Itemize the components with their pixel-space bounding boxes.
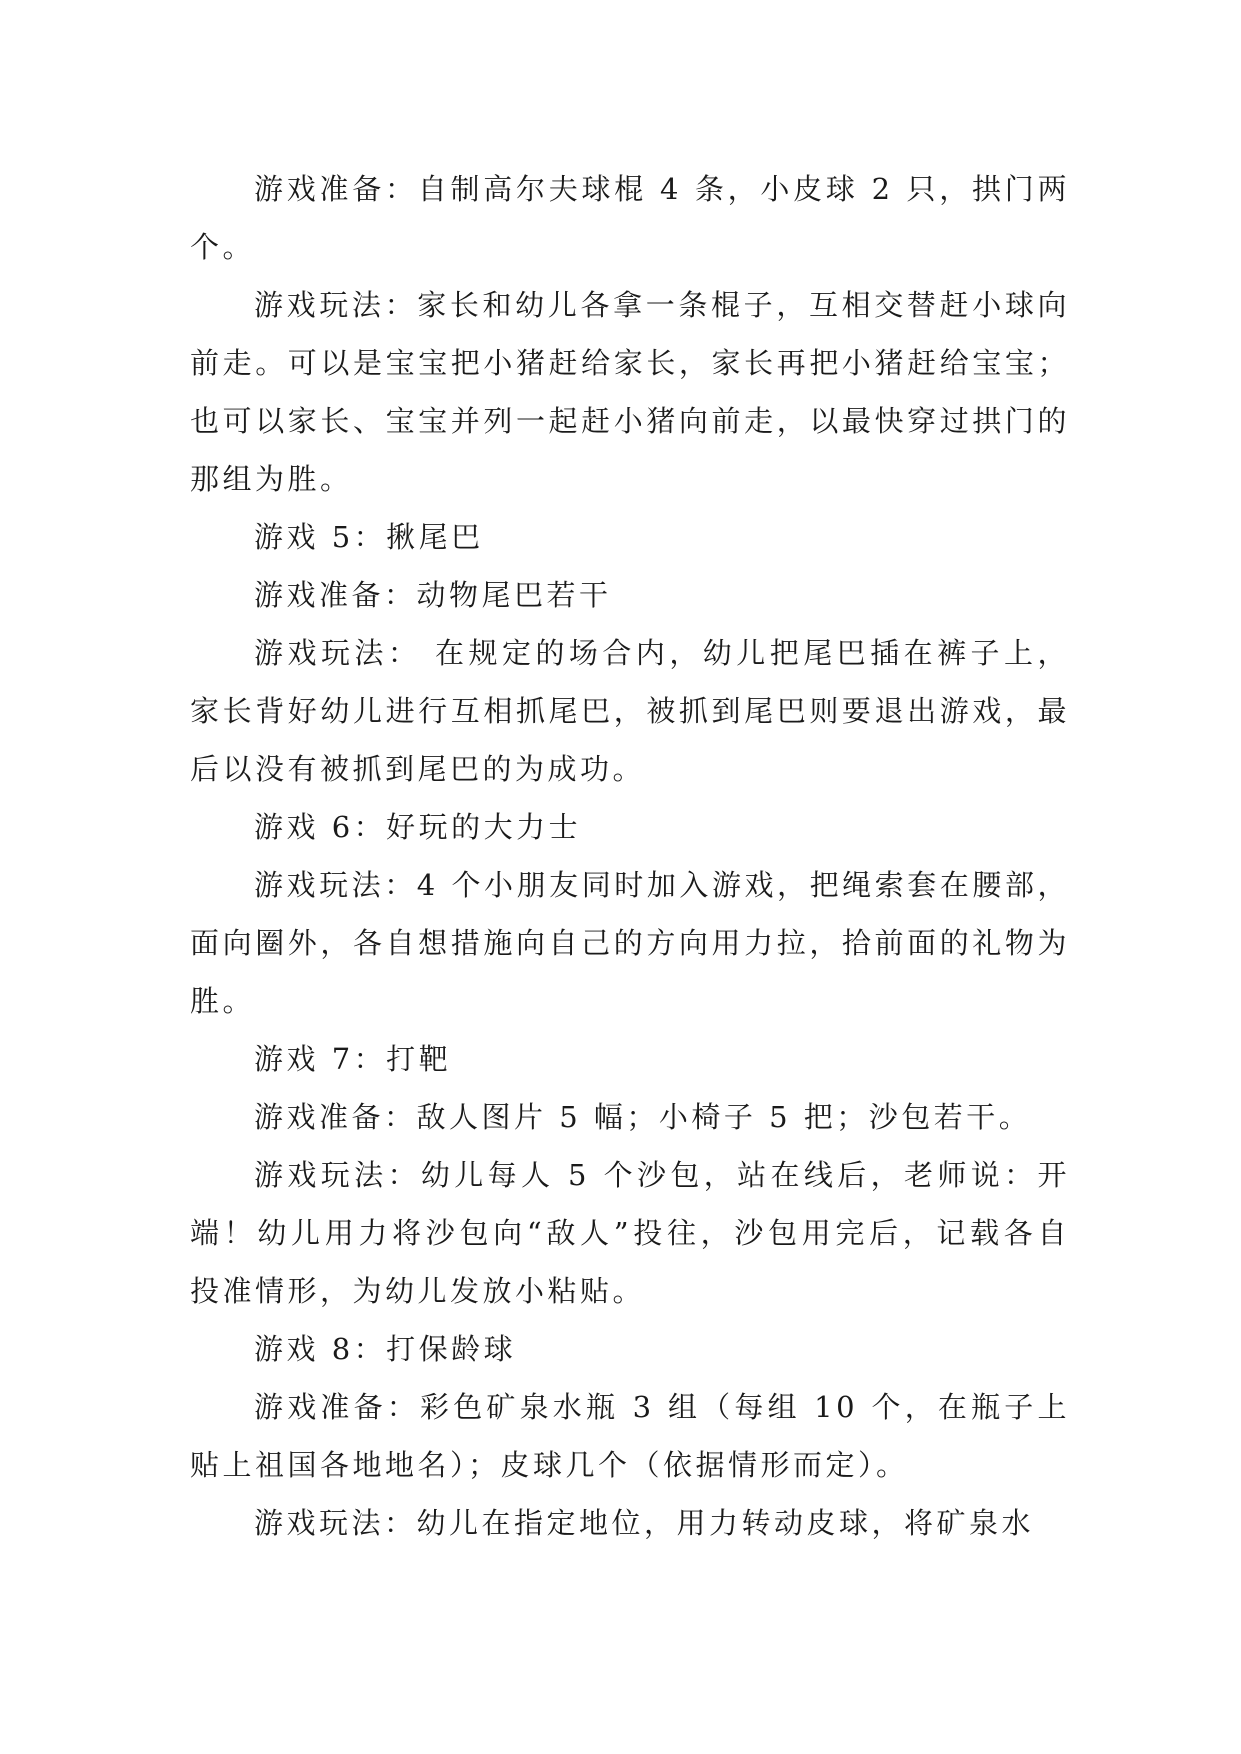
- paragraph-game6-rules: 游戏玩法：4 个小朋友同时加入游戏，把绳索套在腰部，面向圈外，各自想措施向自己的方向用力拉，拾前面的礼物为胜。: [190, 868, 1070, 1018]
- paragraph-game4-preparation: 游戏准备：自制高尔夫球棍 4 条，小皮球 2 只，拱门两个。: [190, 172, 1070, 264]
- paragraph-game4-rules: 游戏玩法：家长和幼儿各拿一条棍子，互相交替赶小球向前走。可以是宝宝把小猪赶给家长，家长再把小猪赶给宝宝；也可以家长、宝宝并列一起赶小猪向前走，以最快穿过拱门的那组为胜。: [190, 288, 1070, 496]
- heading-game5: 游戏 5：揪尾巴: [254, 520, 484, 554]
- paragraph-game5-preparation: 游戏准备：动物尾巴若干: [254, 578, 612, 612]
- document-body: [190, 160, 1070, 1552]
- paragraph-game8-rules: 游戏玩法：幼儿在指定地位，用力转动皮球，将矿泉水: [254, 1506, 1035, 1540]
- paragraph-game5-rules: 游戏玩法： 在规定的场合内，幼儿把尾巴插在裤子上，家长背好幼儿进行互相抓尾巴，被抓到尾巴则要退出游戏，最后以没有被抓到尾巴的为成功。: [190, 636, 1070, 786]
- paragraph-game7-rules: 游戏玩法：幼儿每人 5 个沙包，站在线后，老师说：开端！幼儿用力将沙包向“敌人”投往，沙包用完后，记载各自投准情形，为幼儿发放小粘贴。: [190, 1158, 1070, 1308]
- heading-game8: 游戏 8：打保龄球: [254, 1332, 517, 1366]
- heading-game6: 游戏 6：好玩的大力士: [254, 810, 582, 844]
- paragraph-game8-preparation: 游戏准备：彩色矿泉水瓶 3 组（每组 10 个，在瓶子上贴上祖国各地地名）；皮球几个（依据情形而定）。: [190, 1390, 1070, 1482]
- paragraph-game7-preparation: 游戏准备：敌人图片 5 幅；小椅子 5 把；沙包若干。: [254, 1100, 1032, 1134]
- heading-game7: 游戏 7：打靶: [254, 1042, 452, 1076]
